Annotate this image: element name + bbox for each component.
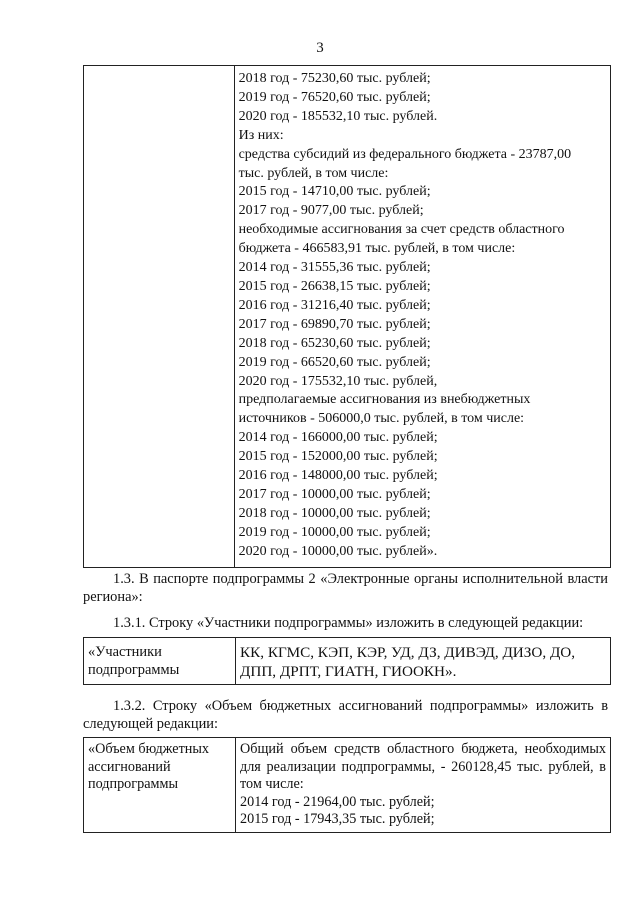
- funding-line: источников - 506000,0 тыс. рублей, в том числе:: [238, 411, 525, 427]
- funding-line: 2019 год - 66520,60 тыс. рублей;: [238, 354, 431, 370]
- funding-line: 2020 год - 185532,10 тыс. рублей.: [238, 108, 438, 124]
- funding-line: 2018 год - 75230,60 тыс. рублей;: [238, 71, 431, 86]
- funding-line: средства субсидий из федерального бюджета - 23787,00: [238, 146, 572, 162]
- participants-value: КК, КГМС, КЭП, КЭР, УД, ДЗ, ДИВЭД, ДИЗО, ДО, ДПП, ДРПТ, ГИАТН, ГИООКН».: [236, 638, 611, 685]
- participants-table: [83, 637, 611, 685]
- budget-intro: Общий объем средств областного бюджета, необходимых для реализации подпрограммы, - 260128,45 тыс. рублей, в том числе:: [240, 741, 606, 792]
- funding-line: 2018 год - 10000,00 тыс. рублей;: [238, 505, 431, 521]
- budget-line: 2014 год - 21964,00 тыс. рублей;: [240, 793, 435, 810]
- paragraph-1-3-1: 1.3.1. Строку «Участники подпрограммы» изложить в следующей редакции:: [113, 615, 584, 631]
- funding-line: 2015 год - 26638,15 тыс. рублей;: [238, 278, 431, 294]
- funding-line: 2020 год - 10000,00 тыс. рублей».: [238, 543, 438, 559]
- participants-label: «Участники подпрограммы: [84, 638, 236, 685]
- funding-line: необходимые ассигнования за счет средств областного: [238, 222, 565, 238]
- funding-line: 2015 год - 14710,00 тыс. рублей;: [238, 184, 431, 200]
- funding-line: 2014 год - 31555,36 тыс. рублей;: [238, 260, 431, 276]
- funding-line: тыс. рублей, в том числе:: [238, 165, 389, 181]
- funding-line: 2017 год - 10000,00 тыс. рублей;: [238, 486, 431, 502]
- funding-table-continued: [83, 65, 611, 568]
- budget-label: «Объем бюджетных ассигнований подпрограммы: [84, 738, 236, 833]
- funding-line: 2019 год - 10000,00 тыс. рублей;: [238, 524, 431, 540]
- budget-value-cell: [236, 738, 611, 833]
- paragraph-1-3-2: 1.3.2. Строку «Объем бюджетных ассигнований подпрограммы» изложить в следующей редакции:: [83, 698, 608, 732]
- table1-left-cell: [84, 66, 235, 568]
- funding-line: 2015 год - 152000,00 тыс. рублей;: [238, 449, 438, 465]
- funding-line: 2020 год - 175532,10 тыс. рублей,: [238, 373, 438, 389]
- funding-line: 2019 год - 76520,60 тыс. рублей;: [238, 89, 431, 105]
- page-number: 3: [316, 40, 324, 56]
- funding-line: бюджета - 466583,91 тыс. рублей, в том числе:: [238, 241, 516, 257]
- funding-line: 2016 год - 148000,00 тыс. рублей;: [238, 468, 438, 484]
- budget-table: [83, 737, 611, 833]
- funding-line: 2018 год - 65230,60 тыс. рублей;: [238, 335, 431, 351]
- funding-line: 2017 год - 9077,00 тыс. рублей;: [238, 203, 424, 219]
- table1-right-cell: [234, 66, 610, 568]
- paragraph-1-3: 1.3. В паспорте подпрограммы 2 «Электронные органы исполнительной власти региона»:: [83, 571, 608, 605]
- funding-line: предполагаемые ассигнования из внебюджетных: [238, 392, 531, 408]
- funding-line: 2017 год - 69890,70 тыс. рублей;: [238, 316, 431, 332]
- funding-line: 2014 год - 166000,00 тыс. рублей;: [238, 430, 438, 446]
- budget-line: 2015 год - 17943,35 тыс. рублей;: [240, 811, 435, 827]
- funding-line: Из них:: [238, 127, 284, 143]
- funding-line: 2016 год - 31216,40 тыс. рублей;: [238, 297, 431, 313]
